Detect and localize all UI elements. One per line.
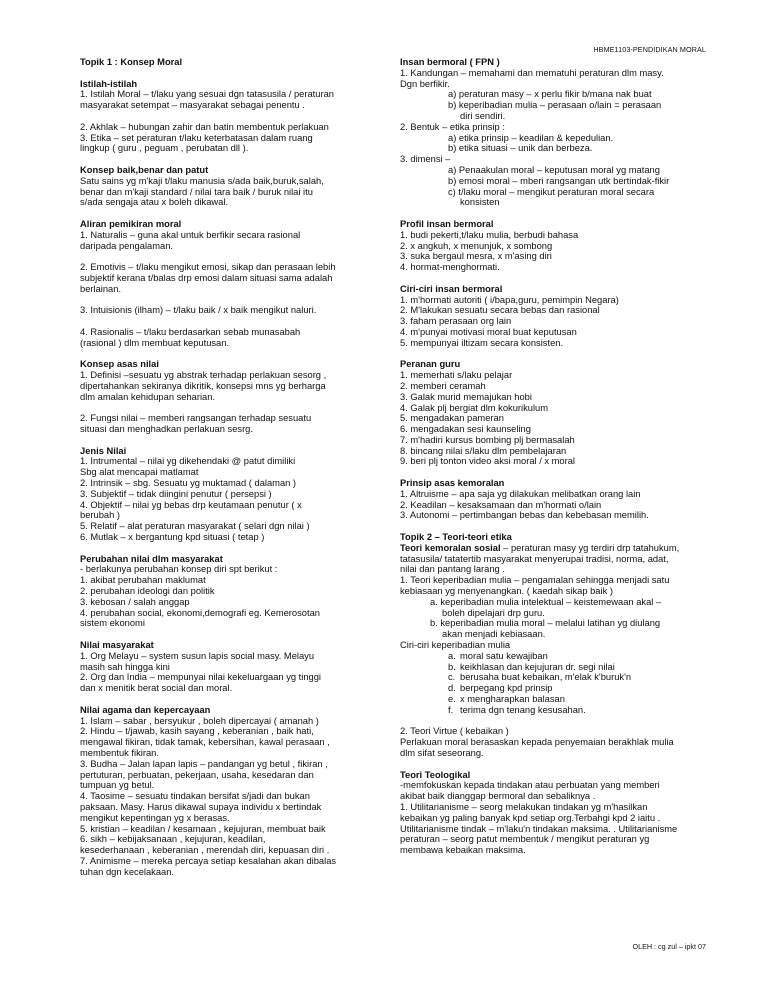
text-line: 1. Org Melayu – system susun lapis social masy. Melayu [80,650,315,661]
text-line: boleh dipelajari drp guru. [442,607,545,618]
text-line: 1. Naturalis – guna akal untuk berfikir secara rasional [80,229,301,240]
text-line: 3. Intuisionis (ilham) – t/laku baik / x baik mengikut naluri. [80,305,317,316]
left-column [80,57,380,888]
list-item: c. berusaha buat kebaikan, m'elak k'buruk'n [448,672,632,683]
text-line: a) peraturan masy – x perlu fikir b/mana nak buat [448,89,652,100]
text-line: berlainan. [80,283,122,294]
list-item: b. keikhlasan dan kejujuran dr. segi nilai [448,661,615,672]
text-line: akibat baik dianggap bermoral dan sebaliknya . [400,791,596,802]
text-line: 1. Utilitarianisme – seorg melakukan tindakan yg m'hasilkan [400,801,648,812]
section-profil [400,219,730,273]
text-line: 3. Galak murid memajukan hobi [400,391,532,402]
text-line: s/ada sengaja atau x boleh dikawal. [80,197,229,208]
text-line: 2. x angkuh, x menunjuk, x sombong [400,240,553,251]
text-line: subjektif kerana t/balas drp emosi dalam situasi sama adalah [80,272,333,283]
text-line: akan menjadi kebiasaan. [442,629,546,640]
section-asas-nilai [80,359,380,435]
text-line: dipertahankan sekiranya dikritik, konsepsi mns yg berharga [80,380,326,391]
text-line: 3. dimensi – [400,154,451,165]
section-heading: Profil insan bermoral [400,218,494,229]
section-perubahan [80,554,380,630]
section-heading: Konsep asas nilai [80,359,159,370]
section-heading: Perubahan nilai dlm masyarakat [80,553,223,564]
text-line: masyarakat setempat – masyarakat sebagai penentu . [80,100,305,111]
text-line: 5. kristian – keadilan / kesamaan , kejujuran, membuat baik [80,823,326,834]
text-line: diri sendiri. [460,110,506,121]
text-line: 4. perubahan social, ekonomi,demografi eg. Kemerosotan [80,607,320,618]
text-line: 5. mempunyai iltizam secara konsisten. [400,337,564,348]
text-line: 1. budi pekerti,t/laku mulia, berbudi bahasa [400,229,579,240]
section-heading: Ciri-ciri insan bermoral [400,283,503,294]
text-line: benar dan m'kaji standard / nilai tara baik / buruk nilai itu [80,186,313,197]
text-line: 4. hormat-menghormati. [400,262,500,273]
text-line: -memfokuskan kepada tindakan atau perbuatan yang memberi [400,780,660,791]
text-line: dan x menitik berat social dan moral. [80,683,233,694]
text-line: 3. kebosan / salah anggap [80,596,190,607]
text-line: Utilitarianisme tindak – m'laku'n tindakan maksima. . Utilitarianisme [400,823,678,834]
text-line: 5. Relatif – alat peraturan masyarakat ( selari dgn nilai ) [80,521,310,532]
text-line: b. keperibadian mulia moral – melalui latihan yg diulang [430,618,661,629]
text-line: dlm amalan kehidupan seharian. [80,391,216,402]
list-item: f. terima dgn tenang kesusahan. [448,704,586,715]
inline-heading: Teori kemoralan sosial [400,542,501,553]
text-line: Sbg alat mencapai matlamat [80,467,199,478]
text-line: 4. Galak plj bergiat dlm kokurikulum [400,402,549,413]
text-line: kebiasaan yg menyenangkan. ( kaedah sikap baik ) [400,586,613,597]
text-line: 2. memberi ceramah [400,380,486,391]
text-line: Dgn berfikir. [400,78,450,89]
text-line: 1. Intrumental – nilai yg dikehendaki @ patut dimiliki [80,456,296,467]
text-line: 1. akibat perubahan maklumat [80,575,206,586]
section-teologikal [400,770,730,856]
section-heading: Nilai masyarakat [80,640,154,651]
section-insan-bermoral [400,57,730,208]
text-line: 2. Org dan India – mempunyai nilai kekeluargaan yg tinggi [80,672,322,683]
text-line: mengawal fikiran, tidak tamak, kebersihan, kawal perasaan , [80,737,330,748]
text-line: 4. Rasionalis – t/laku berdasarkan sebab munasabah [80,326,301,337]
section-prinsip [400,478,730,521]
text-line: 2. Teori Virtue ( kebaikan ) [400,726,509,737]
text-line: 3. suka bergaul mesra, x m'asing diri [400,251,552,262]
section-ciri-insan [400,284,730,349]
topic-1-title: Topik 1 : Konsep Moral [80,57,183,67]
text-line: 6. sikh – kebijaksanaan , kejujuran, keadilan, [80,834,266,845]
text-line: membawa kebaikan maksima. [400,845,526,856]
text-line: tatasusila/ tatatertib masyarakat menyerupai tradisi, norma, adat, [400,553,669,564]
text-line: 4. Taosime – sesuatu tindakan bersifat s/jadi dan bukan [80,791,310,802]
text-line: 3. Subjektif – tidak diingini penutur ( persepsi ) [80,488,272,499]
text-line: membentuk fikiran. [80,748,159,758]
text-line: sistem ekonomi [80,618,145,629]
text-line: 3. Etika – set peraturan t/laku keterbatasan dalam ruang [80,132,313,143]
text-line: nilai dan pantang larang . [400,564,505,575]
inline-text: – peraturan masy yg terdiri drp tatahukum, [500,542,680,553]
section-heading: Teori Teologikal [400,769,471,780]
text-line: 1. Altruisme – apa saja yg dilakukan melibatkan orang lain [400,488,641,499]
text-line: c) t/laku moral – mengikut peraturan moral secara [448,186,655,197]
text-line: 4. Objektif – nilai yg bebas drp keutamaan penutur ( x [80,499,302,510]
topic-2-title: Topik 2 – Teori-teori etika [400,532,512,543]
text-line: situasi dan menghadkan perlakuan sesrg. [80,424,253,435]
text-line: 1. memerhati s/laku pelajar [400,370,513,381]
text-line: 5. mengadakan pameran [400,413,504,424]
text-line: 3. faham perasaan org lain [400,316,512,327]
section-heading: Nilai agama dan kepercayaan [80,704,211,715]
section-heading: Aliran pemikiran moral [80,218,182,229]
text-line: berubah ) [80,510,120,521]
section-heading: Prinsip asas kemoralan [400,478,505,489]
text-line: 1. Islam – sabar , bersyukur , boleh dipercayai ( amanah ) [80,715,319,726]
text-line [400,543,730,554]
text-line: daripada pengalaman. [80,240,173,251]
page-header: HBME1103-PENDIDIKAN MORAL [593,45,706,54]
text-line: a) etika prinsip – keadilan & kepedulian. [448,132,614,143]
text-line: 2. Akhlak – hubungan zahir dan batin membentuk perlakuan [80,121,329,132]
text-line: 2. Emotivis – t/laku mengikut emosi, sikap dan perasaan lebih [80,262,336,273]
text-line: 2. Intrinsik – sbg. Sesuatu yg muktamad ( dalaman ) [80,478,297,489]
page-footer: OLEH : cg zul – ipkt 07 [632,942,706,951]
text-line: b) etika situasi – unik dan berbeza. [448,143,593,154]
section-heading: Insan bermoral ( FPN ) [400,57,500,67]
text-line: 2. M'lakukan sesuatu secara bebas dan rasional [400,305,600,316]
text-line: 1. Teori keperibadian mulia – pengamalan sehingga menjadi satu [400,575,670,586]
section-nilai-masyarakat [80,640,380,694]
text-line: konsisten [460,197,500,208]
text-line: 2. perubahan ideologi dan politik [80,586,215,597]
text-line: 2. Fungsi nilai – memberi rangsangan terhadap sesuatu [80,413,312,424]
text-line: kesederhanaan , keberanian , merendah diri, kepuasan diri . [80,845,330,856]
text-line: 6. Mutlak – x bergantung kpd situasi ( tetap ) [80,532,265,543]
text-line: mengikut kepentingan yg x berasas. [80,812,230,823]
text-line: 6. mengadakan sesi kaunseling [400,424,531,435]
text-line: 7. Animisme – mereka percaya setiap kesalahan akan dibalas [80,855,337,866]
right-column [400,57,730,867]
list-item: e. x mengharapkan balasan [448,694,565,705]
section-istilah [80,79,380,155]
text-line: paksaan. Masy. Harus dikawal supaya individu x bertindak [80,801,322,812]
text-line: 2. Bentuk – etika prinsip : [400,121,505,132]
text-line: 9. beri plj tonton video aksi moral / x moral [400,456,576,467]
text-line: (rasional ) dlm membuat keputusan. [80,337,230,348]
text-line: 2. Keadilan – kesaksamaan dan m'hormati o/lain [400,499,602,510]
text-line: tuhan dgn kecelakaan. [80,866,175,877]
text-line: 7. m'hadiri kursus bombing plj bermasalah [400,434,575,445]
text-line: tumpuan yg betul. [80,780,155,791]
text-line: Satu sains yg m'kaji t/laku manusia s/ada baik,buruk,salah, [80,175,324,186]
text-line: 1. Definisi –sesuatu yg abstrak terhadap perlakuan sesorg , [80,370,327,381]
text-line: 3. Budha – Jalan lapan lapis – pandangan yg betul , fikiran , [80,758,328,769]
text-line: 3. Autonomi – pertimbangan bebas dan kebebasan memilih. [400,510,649,521]
section-topik-2 [400,532,730,759]
section-heading: Istilah-istilah [80,78,138,89]
text-line: 1. Kandungan – memahami dan mematuhi peraturan dlm masy. [400,67,664,78]
text-line: a. keperibadian mulia intelektual – keistemewaan akal – [430,596,662,607]
text-line: masih sah hingga kini [80,661,170,672]
text-line: Ciri-ciri keperibadian mulia [400,640,511,651]
text-line: kebaikan yg paling banyak kpd setiap org.Terbahgi kpd 2 iaitu . [400,812,661,823]
text-line: - berlakunya perubahan konsep diri spt berikut : [80,564,278,575]
text-line: Perlakuan moral berasaskan kepada penyemaian berakhlak mulia [400,737,674,748]
text-line: lingkup ( guru , peguam , perubatan dll ). [80,143,249,154]
section-heading: Konsep baik,benar dan patut [80,164,209,175]
section-konsep-baik [80,165,380,208]
section-jenis-nilai [80,446,380,543]
list-item: d. berpegang kpd prinsip [448,683,553,694]
section-aliran [80,219,380,349]
section-peranan-guru [400,359,730,467]
text-line: 1. Istilah Moral – t/laku yang sesuai dgn tatasusila / peraturan [80,89,334,100]
text-line: pertuturan, perbuatan, pekerjaan, usaha, kesedaran dan [80,769,314,780]
section-heading: Jenis Nilai [80,445,127,456]
text-line: dlm sifat seseorang. [400,748,484,758]
text-line: b) emosi moral – mberi rangsangan utk bertindak-fikir [448,175,670,186]
text-line: b) keperibadian mulia – perasaan o/lain = perasaan [448,100,662,111]
text-line: peraturan – seorg patut membentuk / mengikut peraturan yg [400,834,650,845]
section-nilai-agama [80,705,380,878]
section-heading: Peranan guru [400,359,461,370]
text-line: 2. Hindu – t/jawab, kasih sayang , keberanian , baik hati, [80,726,314,737]
text-line: 4. m'punyai motivasi moral buat keputusan [400,326,577,337]
list-item: a. moral satu kewajiban [448,650,548,661]
text-line: 8. bincang nilai s/laku dlm pembelajaran [400,445,567,456]
text-line: a) Penaakulan moral – keputusan moral yg matang [448,164,660,175]
text-line: 1. m'hormati autoriti ( i/bapa,guru, pemimpin Negara) [400,294,619,305]
